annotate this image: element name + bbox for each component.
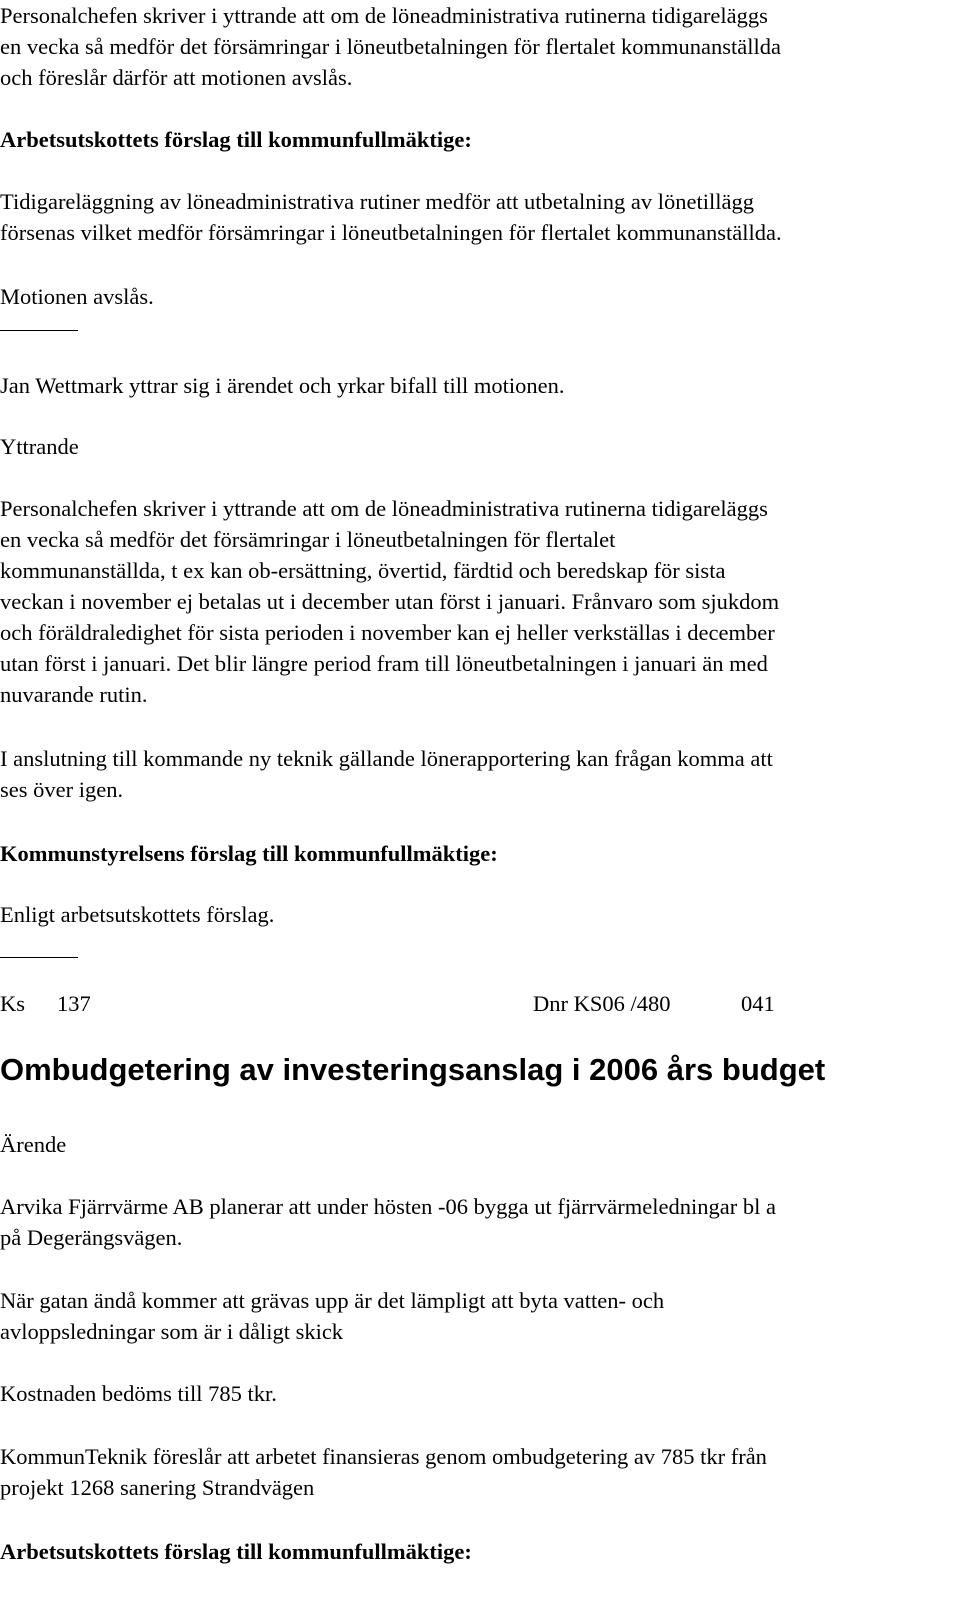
paragraph-personalchef-summary xyxy=(0,0,781,93)
text-line: avloppsledningar som är i dåligt skick xyxy=(0,1319,344,1344)
text-line: Personalchefen skriver i yttrande att om de löneadministrativa rutinerna tidigareläggs xyxy=(0,496,768,521)
text-line: nuvarande rutin. xyxy=(0,682,148,707)
text-line: en vecka så medför det försämringar i löneutbetalningen för flertalet kommunanställda xyxy=(0,34,781,59)
text-line: Tidigareläggning av löneadministrativa rutiner medför att utbetalning av lönetillägg xyxy=(0,189,754,214)
text-line: Arvika Fjärrvärme AB planerar att under hösten -06 bygga ut fjärrvärmeledningar bl a xyxy=(0,1194,776,1219)
paragraph-jan-wettmark: Jan Wettmark yttrar sig i ärendet och yrkar bifall till motionen. xyxy=(0,373,565,398)
paragraph-motionen-avslas: Motionen avslås. xyxy=(0,284,154,309)
separator-rule xyxy=(0,957,78,958)
case-dnr: Dnr KS06 /480 xyxy=(533,991,671,1016)
section-title: Ombudgetering av investeringsanslag i 2006 års budget xyxy=(0,1052,826,1087)
text-line: försenas vilket medför försämringar i löneutbetalningen för flertalet kommunanställda. xyxy=(0,220,782,245)
case-code: 041 xyxy=(741,991,775,1016)
text-line: veckan i november ej betalas ut i december utan först i januari. Frånvaro som sjukdom xyxy=(0,589,780,614)
text-line: projekt 1268 sanering Strandvägen xyxy=(0,1475,315,1500)
text-line: och föreslår därför att motionen avslås. xyxy=(0,65,353,90)
text-line: ses över igen. xyxy=(0,777,124,802)
paragraph-enligt-au: Enligt arbetsutskottets förslag. xyxy=(0,902,275,927)
paragraph-gatan xyxy=(0,1285,664,1347)
paragraph-yttrande-body xyxy=(0,493,779,710)
paragraph-fjarrvarme xyxy=(0,1191,776,1253)
text-line: och föräldraledighet för sista perioden i november kan ej heller verkställas i december xyxy=(0,620,775,645)
text-line: När gatan ändå kommer att grävas upp är det lämpligt att byta vatten- och xyxy=(0,1288,665,1313)
separator-rule xyxy=(0,330,78,331)
paragraph-kostnad: Kostnaden bedöms till 785 tkr. xyxy=(0,1381,277,1406)
paragraph-kommunteknik xyxy=(0,1441,767,1503)
text-line: kommunanställda, t ex kan ob-ersättning, övertid, färdtid och beredskap för sista xyxy=(0,558,726,583)
case-ks-label: Ks xyxy=(0,991,26,1016)
paragraph-ny-teknik xyxy=(0,743,773,805)
heading-arbetsutskott-proposal-2: Arbetsutskottets förslag till kommunfullmäktige: xyxy=(0,1539,472,1564)
text-line: I anslutning till kommande ny teknik gällande lönerapportering kan frågan komma att xyxy=(0,746,773,771)
text-line: Personalchefen skriver i yttrande att om de löneadministrativa rutinerna tidigareläggs xyxy=(0,3,768,28)
text-line: en vecka så medför det försämringar i löneutbetalningen för flertalet xyxy=(0,527,616,552)
case-number: 137 xyxy=(57,991,91,1016)
case-reference-row xyxy=(0,988,952,1019)
heading-kommunstyrelse-proposal: Kommunstyrelsens förslag till kommunfullmäktige: xyxy=(0,841,498,866)
heading-yttrande: Yttrande xyxy=(0,434,79,459)
heading-arende: Ärende xyxy=(0,1132,67,1157)
text-line: KommunTeknik föreslår att arbetet finansieras genom ombudgetering av 785 tkr från xyxy=(0,1444,767,1469)
heading-arbetsutskott-proposal: Arbetsutskottets förslag till kommunfullmäktige: xyxy=(0,127,472,152)
paragraph-tidigarelaggning xyxy=(0,186,782,248)
text-line: utan först i januari. Det blir längre period fram till löneutbetalningen i januari än med xyxy=(0,651,768,676)
text-line: på Degerängsvägen. xyxy=(0,1225,183,1250)
